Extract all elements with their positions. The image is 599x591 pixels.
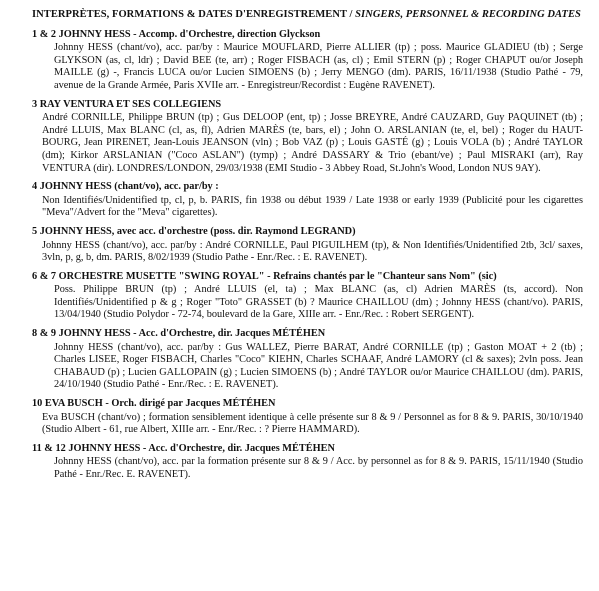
entry-title bbox=[32, 181, 583, 194]
entry-number: 5 bbox=[32, 225, 38, 237]
entry-heading: RAY VENTURA ET SES COLLEGIENS bbox=[39, 98, 222, 110]
entry-title bbox=[32, 328, 583, 341]
entry-number: 6 & 7 bbox=[32, 270, 57, 282]
entry-number: 10 bbox=[32, 398, 43, 410]
header-title-fr: INTERPRÈTES, FORMATIONS & DATES D'ENREGISTREMENT / bbox=[32, 9, 353, 20]
header-title-en: SINGERS, PERSONNEL & RECORDING DATES bbox=[355, 9, 581, 20]
entry-title bbox=[32, 398, 583, 411]
entry-heading: JOHNNY HESS - Accomp. d'Orchestre, direction Glyckson bbox=[58, 28, 321, 40]
entry-title bbox=[32, 226, 583, 239]
entry bbox=[32, 271, 583, 322]
entry bbox=[32, 29, 583, 93]
entry-heading: EVA BUSCH - Orch. dirigé par Jacques MÉTÉHEN bbox=[44, 398, 276, 410]
entry-heading: ORCHESTRE MUSETTE "SWING ROYAL" - Refrains chantés par le "Chanteur sans Nom" (sic) bbox=[58, 270, 497, 282]
page-header bbox=[32, 9, 583, 22]
entry-title bbox=[32, 443, 583, 456]
entry-title bbox=[32, 29, 583, 42]
entry-number: 1 & 2 bbox=[32, 28, 57, 40]
entry-number: 4 bbox=[32, 181, 38, 193]
entry bbox=[32, 181, 583, 220]
entry-body: Poss. Philippe BRUN (tp) ; André LLUIS (el, ta) ; Max BLANC (as, cl) Adrien MARÈS (ts, accord). Non Identifiés/Unidentified p & g ; Roger "Toto" GRASSET (b) ? Maurice CHAILLOU (dm) ; Johnny HESS (chant/vo). PARIS, 13/04/1940 (Studio Polydor - 72-74, boulevard de la Gare, XIIIe arr. - Enr./Rec. : Robert SERGENT). bbox=[54, 284, 583, 321]
entry-number: 3 bbox=[32, 98, 38, 110]
entry-heading: JOHNNY HESS - Acc. d'Orchestre, dir. Jacques MÉTÉHEN bbox=[68, 442, 335, 454]
entry-heading: JOHNNY HESS, avec acc. d'orchestre (poss. dir. Raymond LEGRAND) bbox=[39, 225, 356, 237]
entry bbox=[32, 226, 583, 265]
entry-body: Eva BUSCH (chant/vo) ; formation sensiblement identique à celle présente sur 8 & 9 / Personnel as for 8 & 9. PARIS, 30/10/1940 (Studio Albert - 61, rue Albert, XIIIe arr. - Enr./Rec. : ? Pierre HAMMARD). bbox=[42, 411, 583, 436]
entry-body: Johnny HESS (chant/vo), acc. par/by : Maurice MOUFLARD, Pierre ALLIER (tp) ; poss. Maurice GLADIEU (tb) ; Serge GLYKSON (as, cl, ldr) ; David BEE (te, arr) ; Roger FISBACH (as, cl) ; Emil STERN (p) ; Roger CHAPUT ou/or Joseph MAILLE (g) -, Francis LUCA ou/or Lucien SIMOENS (b) ; Jerry MENGO (dm). PARIS, 16/11/1938 (Studio Pathé - 79, avenue de la Grande Armée, Paris XVIIe arr. - Enregistreur/Recordist : Eugène RAVENET). bbox=[54, 42, 583, 91]
entry-heading: JOHNNY HESS - Acc. d'Orchestre, dir. Jacques MÉTÉHEN bbox=[58, 328, 326, 340]
entry bbox=[32, 398, 583, 437]
entry bbox=[32, 443, 583, 482]
entry-title bbox=[32, 271, 583, 284]
entry-body: Non Identifiés/Unidentified tp, cl, p, b. PARIS, fin 1938 ou début 1939 / Late 1938 or early 1939 (Publicité pour les cigarettes "Meva"/Advert for the "Meva" cigarettes). bbox=[42, 194, 583, 219]
entry-heading: JOHNNY HESS (chant/vo), acc. par/by : bbox=[39, 181, 219, 193]
entry bbox=[32, 99, 583, 176]
entry-body: André CORNILLE, Philippe BRUN (tp) ; Gus DELOOP (ent, tp) ; Josse BREYRE, André CAUZARD, Guy PAQUINET (tb) ; André LLUIS, Max BLANC (cl, as, fl), Adrien MARÈS (te, bars, el) ; John O. ARSLANIAN (te, el, bel) ; Roger du HAUT-BOURG, Jean PIRENET, Jean-Louis JEANSON (vln) ; Bob VAZ (p) ; Louis GASTÉ (g) ; Louis VOLA (b) ; André TAYLOR (dm); Kirkor ARSLANIAN ("Coco ASLAN") (tymp) ; André DASSARY & Trio (ebant/ve) ; Paul MISRAKI (arr), Ray VENTURA (dir). LONDRES/LONDON, 29/03/1938 (EMI Studio - 3 Abbey Road, St.John's Wood, London NUS 9AY). bbox=[42, 112, 583, 174]
entry-body: Johnny HESS (chant/vo), acc. par/by : Gus WALLEZ, Pierre BARAT, André CORNILLE (tp) ; Gaston MOAT + 2 (tb) ; Charles LISEE, Roger FISBACH, Charles "Coco" KIEHN, Charles SCHAAF, André LAMORY (cl & saxes); 2vln poss. Jean CHABAUD (p) ; Lucien GALLOPAIN (g) ; Lucien SIMOENS (b) ; André TAYLOR ou/or Maurice CHAILLOU (dm). PARIS, 24/10/1940 (Studio Pathé - Enr./Rec. : E. RAVENET). bbox=[54, 341, 583, 391]
entry-number: 11 & 12 bbox=[32, 442, 66, 454]
entry-title bbox=[32, 99, 583, 112]
entry-body: Johnny HESS (chant/vo), acc. par la formation présente sur 8 & 9 / Acc. by personnel as for 8 & 9. PARIS, 15/11/1940 (Studio Pathé - Enr./Rec. E. RAVENET). bbox=[54, 456, 583, 480]
entry bbox=[32, 328, 583, 392]
entry-number: 8 & 9 bbox=[32, 328, 57, 340]
entry-body: Johnny HESS (chant/vo), acc. par/by : André CORNILLE, Paul PIGUILHEM (tp), & Non Identifiés/Unidentified 2tb, 3cl/ saxes, 3vln, p, g, b, dm. PARIS, 8/02/1939 (Studio Pathe - Enr./Rec. : E. RAVENET). bbox=[42, 239, 583, 264]
